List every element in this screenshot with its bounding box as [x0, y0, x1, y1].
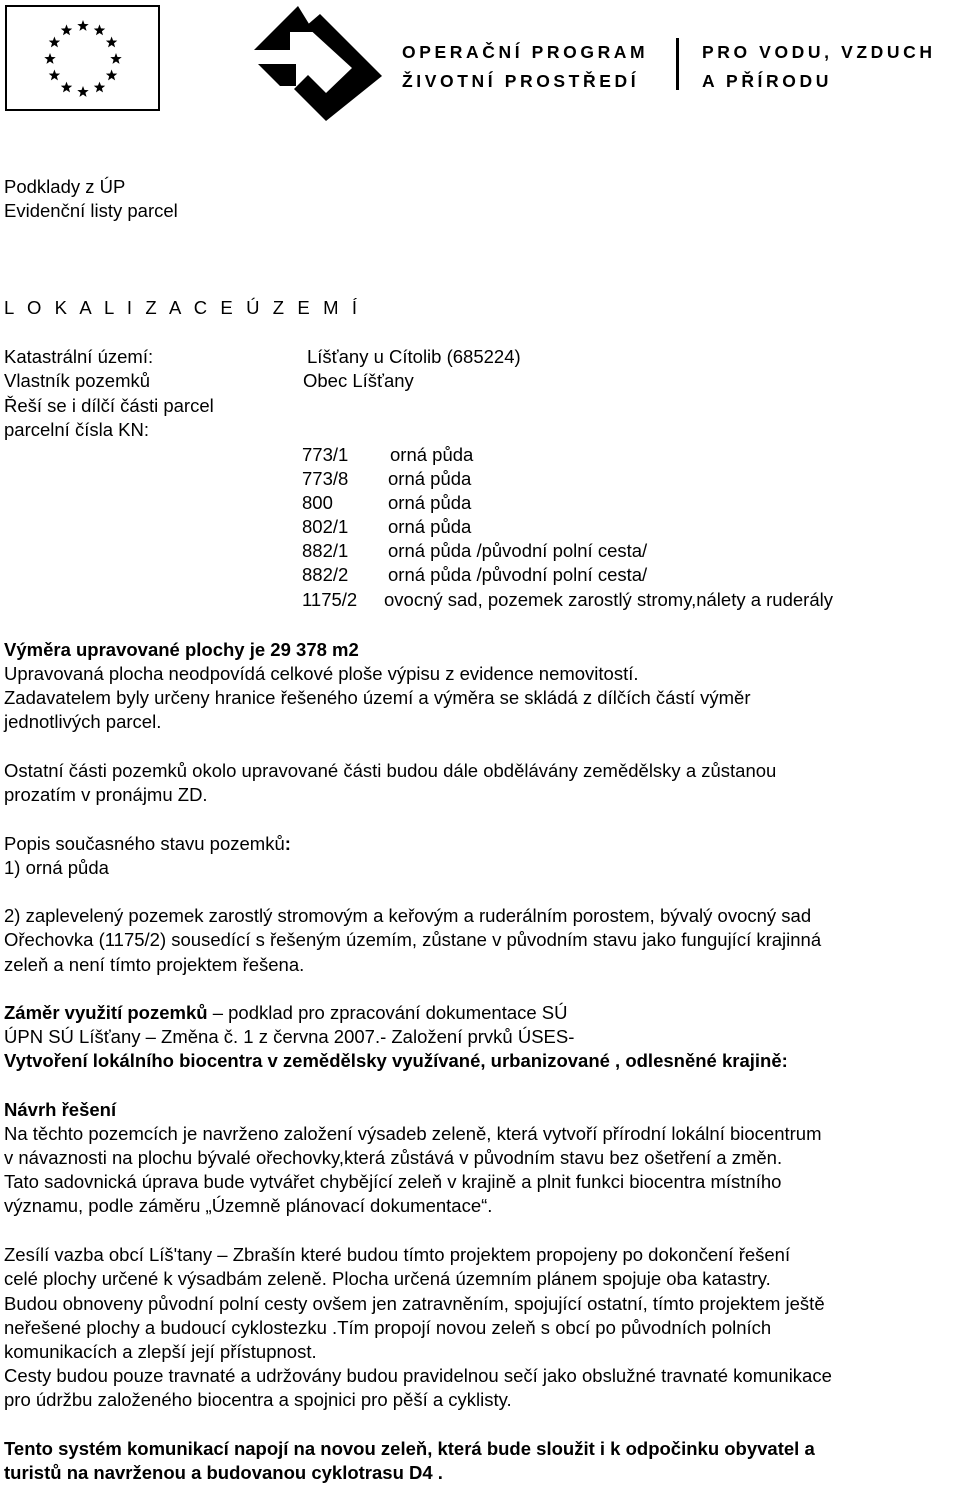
- eu-star-icon: [110, 53, 121, 64]
- programme-line-1: OPERAČNÍ PROGRAM: [402, 42, 649, 62]
- proposal-line: významu, podle záměru „Územně plánovací dokumentace“.: [4, 1195, 493, 1216]
- proposal-line: v návaznosti na plochu bývalé ořechovky,která zůstává v původním stavu bez ošetření a změn.: [4, 1147, 783, 1168]
- slogan-line-2: A PŘÍRODU: [702, 71, 832, 91]
- connections-line: celé plochy určené k výsadbám zeleně. Plocha určená územním plánem spojuje oba katastry.: [4, 1268, 771, 1289]
- eu-star-icon: [94, 24, 105, 35]
- current-state-item-2-line-3: zeleň a není tímto projektem řešena.: [4, 954, 305, 975]
- parcel-description: orná půda: [388, 492, 472, 513]
- parcel-description: ovocný sad, pozemek zarostlý stromy,nálety a ruderály: [384, 589, 833, 610]
- area-heading: Výměra upravované plochy je 29 378 m2: [4, 639, 359, 660]
- parcel-description: orná půda: [388, 516, 472, 537]
- eu-star-icon: [94, 82, 105, 93]
- proposal-heading: Návrh řešení: [4, 1099, 117, 1120]
- parcel-number: 1175/2: [302, 589, 358, 610]
- header-divider: [676, 38, 679, 90]
- conclusion-line-1: Tento systém komunikací napojí na novou zeleň, která bude sloužit i k odpočinku obyvatel a: [4, 1438, 815, 1459]
- intent-line-1-rest: – podklad pro zpracování dokumentace SÚ: [207, 1002, 568, 1023]
- parcel-number: 802/1: [302, 516, 349, 537]
- intro-line-2: Evidenční listy parcel: [4, 200, 178, 221]
- parcel-number: 882/2: [302, 564, 349, 585]
- page-header: [0, 0, 960, 125]
- intro-line-1: Podklady z ÚP: [4, 176, 126, 197]
- current-state-heading: [4, 832, 291, 856]
- programme-slogan: [702, 38, 936, 96]
- owner-value: Obec Líšťany: [303, 370, 414, 391]
- programme-name: [402, 38, 648, 96]
- eu-star-icon: [61, 24, 72, 35]
- slogan-line-1: PRO VODU, VZDUCH: [702, 42, 936, 62]
- connections-line: Zesílí vazba obcí Líš'tany – Zbrašín které budou tímto projektem propojeny po dokončení řešení: [4, 1244, 791, 1265]
- eu-flag-icon: [5, 5, 160, 111]
- current-state-item-2-line-1: 2) zaplevelený pozemek zarostlý stromovým a keřovým a ruderálním porostem, bývalý ovocný sad: [4, 905, 812, 926]
- connections-line: pro údržbu založeného biocentra a spojnici pro pěší a cyklisty.: [4, 1389, 512, 1410]
- parcel-description: orná půda /původní polní cesta/: [388, 564, 648, 585]
- programme-line-2: ŽIVOTNÍ PROSTŘEDÍ: [402, 71, 640, 91]
- eu-star-icon: [49, 37, 60, 48]
- connections-line: neřešené plochy a budoucí cyklostezku .Tím propojí novou zeleň s obcí po původních polních: [4, 1317, 772, 1338]
- current-state-item-1: 1) orná půda: [4, 857, 109, 878]
- eu-star-icon: [44, 53, 55, 64]
- section-heading: L O K A L I Z A C E Ú Z E M Í: [4, 297, 362, 318]
- parcel-number: 773/8: [302, 468, 349, 489]
- current-state-heading-text: Popis současného stavu pozemků: [4, 833, 285, 854]
- parcel-description: orná půda: [390, 444, 474, 465]
- current-state-heading-colon: :: [284, 833, 291, 854]
- parcel-description: orná půda: [388, 468, 472, 489]
- parcel-number: 800: [302, 492, 333, 513]
- parcel-number: 882/1: [302, 540, 349, 561]
- eu-star-icon: [49, 70, 60, 81]
- parcel-description: orná půda /původní polní cesta/: [388, 540, 648, 561]
- other-parts-line-1: Ostatní části pozemků okolo upravované části budou dále obdělávány zemědělsky a zůstanou: [4, 760, 777, 781]
- intent-line-1: [4, 1001, 568, 1025]
- parcels-label: parcelní čísla KN:: [4, 419, 149, 440]
- parcel-number: 773/1: [302, 444, 349, 465]
- proposal-line: Tato sadovnická úprava bude vytvářet chybějící zeleň v krajině a plnit funkci biocentra místního: [4, 1171, 782, 1192]
- proposal-line: Na těchto pozemcích je navrženo založení výsadeb zeleně, která vytvoří přírodní lokální biocentrum: [4, 1123, 822, 1144]
- intent-line-2: ÚPN SÚ Líšťany – Změna č. 1 z června 2007.- Založení prvků ÚSES-: [4, 1026, 575, 1047]
- eu-star-icon: [61, 82, 72, 93]
- eu-star-icon: [106, 37, 117, 48]
- area-line-1: Upravovaná plocha neodpovídá celkové ploše výpisu z evidence nemovitostí.: [4, 663, 639, 684]
- area-line-2: Zadavatelem byly určeny hranice řešeného území a výměra se skládá z dílčích částí výměr: [4, 687, 751, 708]
- intent-line-3: Vytvoření lokálního biocentra v zemědělsky využívané, urbanizované , odlesněné krajině:: [4, 1050, 788, 1071]
- eu-star-icon: [106, 70, 117, 81]
- connections-line: Budou obnoveny původní polní cesty ovšem jen zatravněním, spojující ostatní, tímto projektem ještě: [4, 1293, 825, 1314]
- connections-line: komunikacích a zlepší její přístupnost.: [4, 1341, 317, 1362]
- area-line-3: jednotlivých parcel.: [4, 711, 162, 732]
- cadastral-value: Líšťany u Cítolib (685224): [307, 346, 521, 367]
- conclusion-line-2: turistů na navrženou a budovanou cyklotrasu D4 .: [4, 1462, 443, 1483]
- eu-star-icon: [77, 86, 88, 97]
- partial-parcels-note: Řeší se i dílčí části parcel: [4, 395, 214, 416]
- other-parts-line-2: prozatím v pronájmu ZD.: [4, 784, 208, 805]
- cadastral-label: Katastrální území:: [4, 346, 154, 367]
- owner-label: Vlastník pozemků: [4, 370, 151, 391]
- current-state-item-2-line-2: Ořechovka (1175/2) sousedící s řešeným územím, zůstane v původním stavu jako fungující krajinná: [4, 929, 822, 950]
- connections-line: Cesty budou pouze travnaté a udržovány budou pravidelnou sečí jako obslužné travnaté komunikace: [4, 1365, 832, 1386]
- operational-programme-logo-icon: [252, 4, 384, 121]
- eu-star-icon: [77, 20, 88, 31]
- intent-label: Záměr využití pozemků: [4, 1002, 208, 1023]
